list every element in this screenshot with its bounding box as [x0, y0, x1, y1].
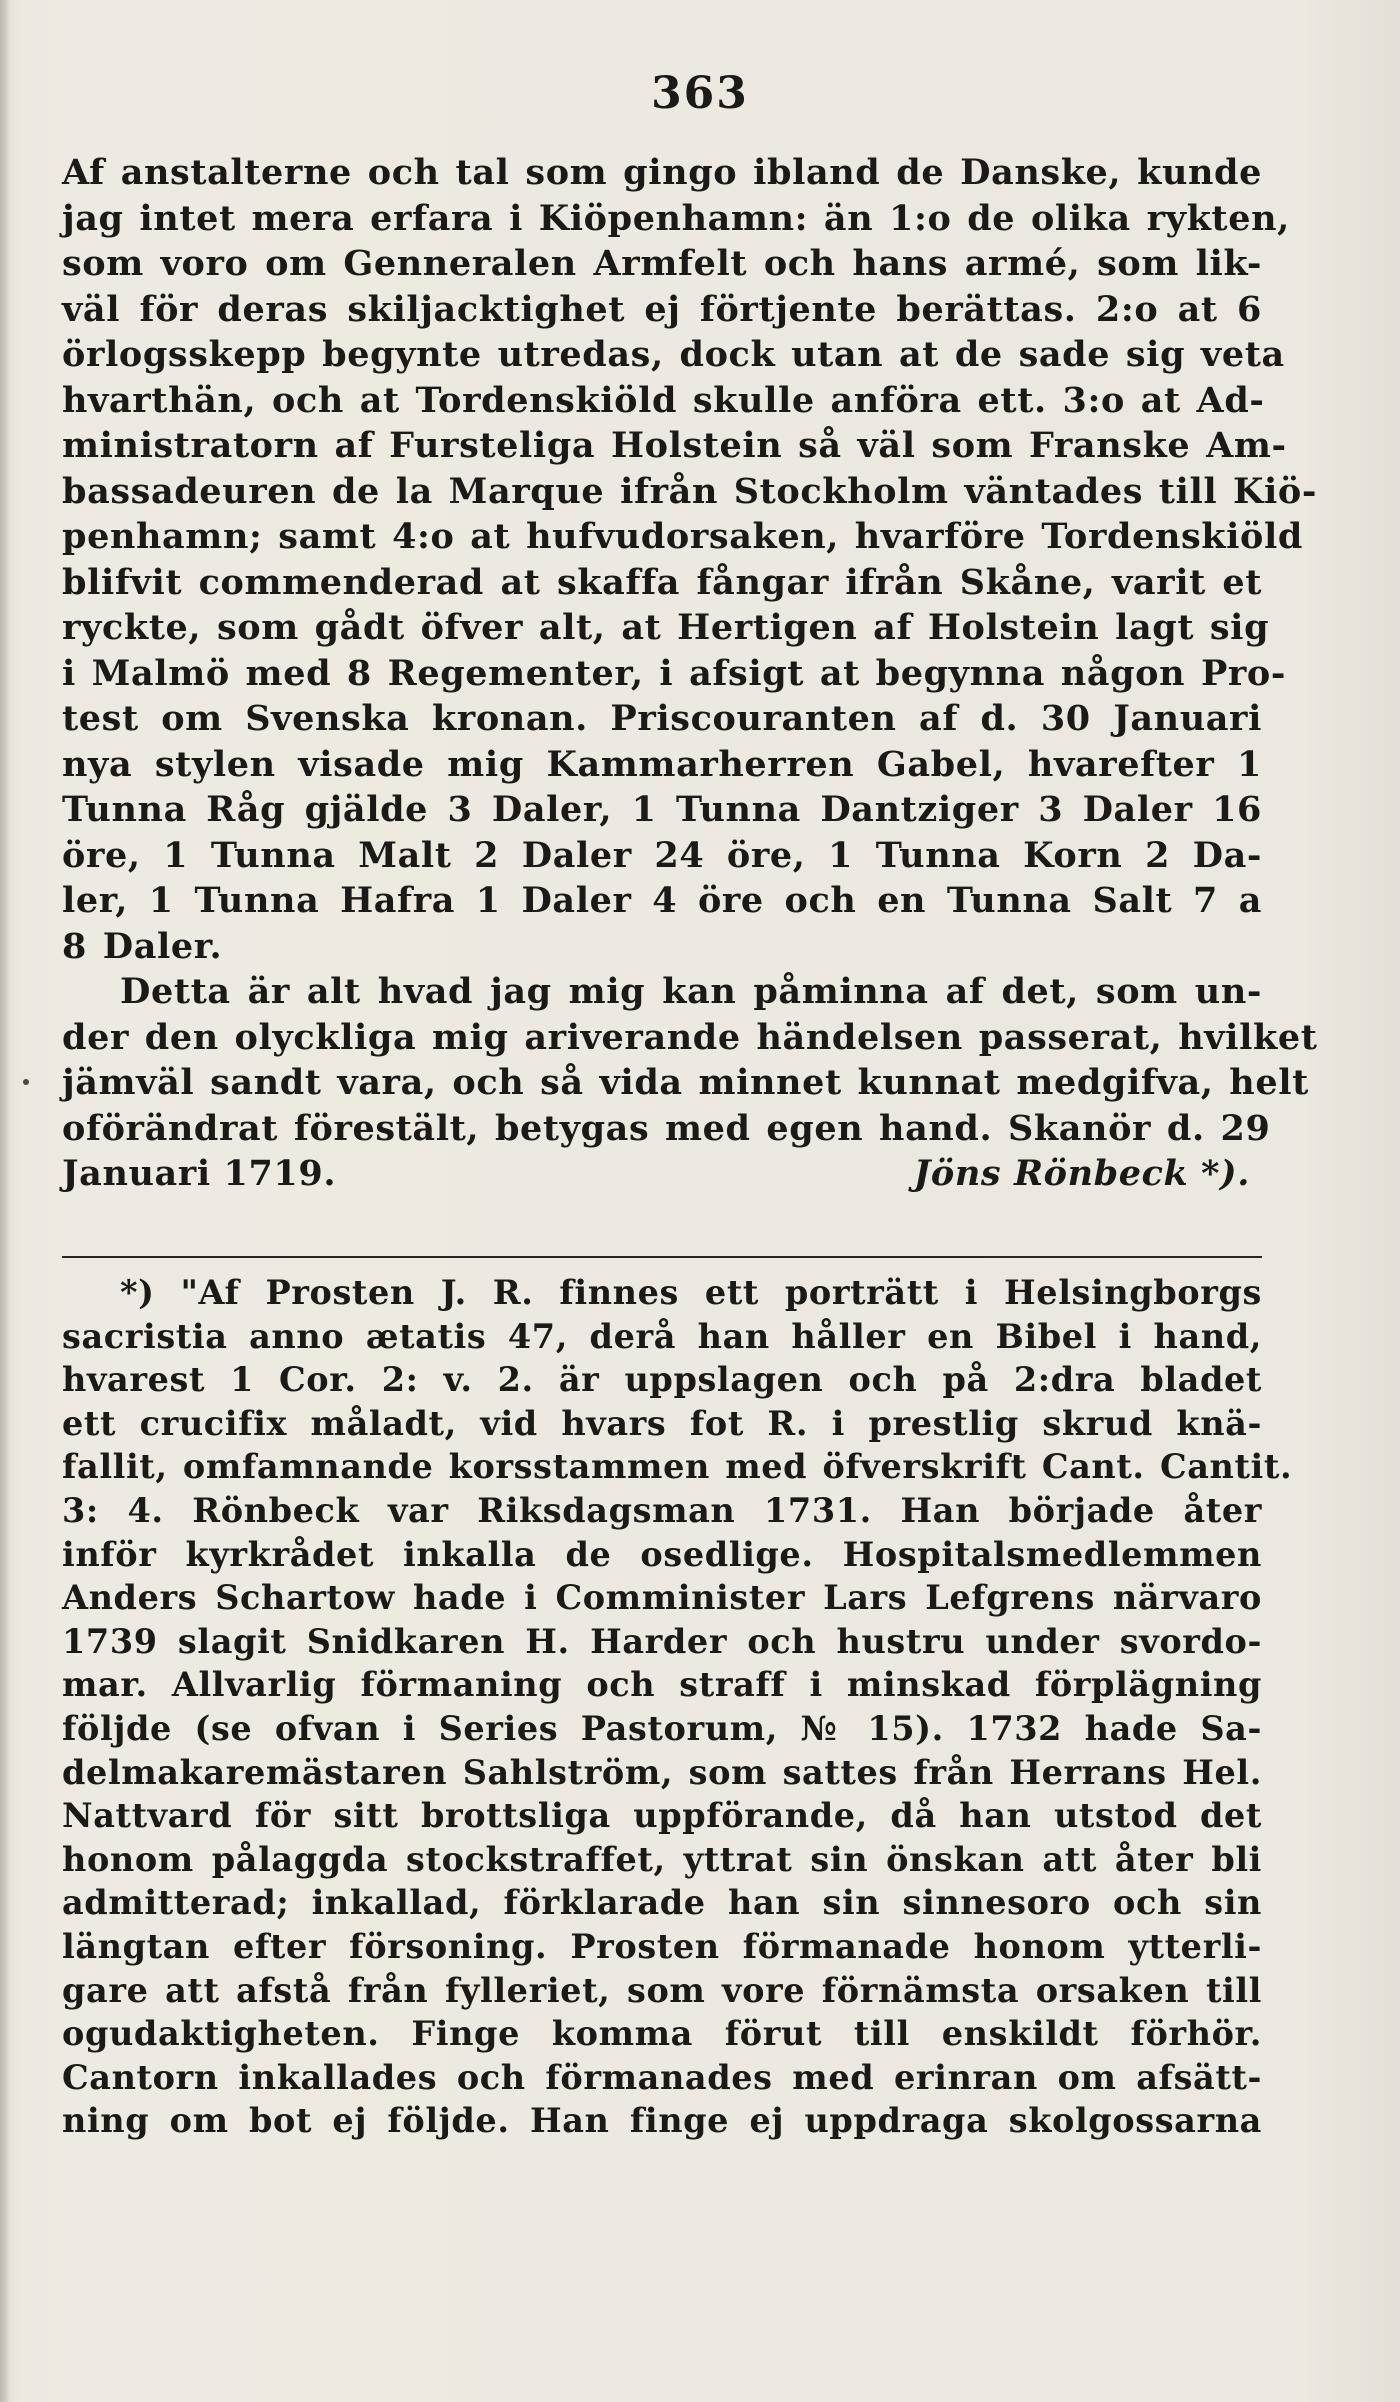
signature-line — [62, 1151, 1262, 1197]
footnote-line: inför kyrkrådet inkalla de osedlige. Hospitalsmedlemmen — [62, 1534, 1262, 1574]
footnote-line: hvarest 1 Cor. 2: v. 2. är uppslagen och på 2:dra bladet — [62, 1360, 1262, 1400]
footnote-divider — [62, 1256, 1262, 1258]
footnote-line: gare att afstå från fylleriet, som vore förnämsta orsaken till — [62, 1970, 1262, 2010]
footnote-line: ning om bot ej följde. Han finge ej uppdraga skolgossarna — [62, 2101, 1262, 2141]
page-number: 363 — [651, 68, 749, 119]
text-line: der den olyckliga mig ariverande händelsen passerat, hvilket — [62, 1016, 1318, 1058]
footnote-line: admitterad; inkallad, förklarade han sin sinnesoro och sin — [62, 1883, 1262, 1923]
text-line: Af anstalterne och tal som gingo ibland de Danske, kunde — [62, 152, 1262, 193]
footnote-line: *) "Af Prosten J. R. finnes ett porträtt i Helsingborgs — [120, 1273, 1262, 1312]
closing-date: Januari 1719. — [62, 1153, 337, 1194]
main-text — [62, 150, 1318, 1197]
footnote-line: Nattvard för sitt brottsliga uppförande, då han utstod det — [62, 1796, 1262, 1836]
footnote-line: följde (se ofvan i Series Pastorum, № 15). 1732 hade Sa- — [62, 1708, 1262, 1748]
footnote-line: 3: 4. Rönbeck var Riksdagsman 1731. Han började åter — [62, 1490, 1262, 1530]
footnote-line: Anders Schartow hade i Comminister Lars Lefgrens närvaro — [62, 1578, 1262, 1618]
footnote-line: mar. Allvarlig förmaning och straff i minskad förplägning — [62, 1665, 1262, 1705]
text-line: ler, 1 Tunna Hafra 1 Daler 4 öre och en Tunna Salt 7 a — [62, 880, 1262, 921]
text-line: penhamn; samt 4:o at hufvudorsaken, hvarföre Tordenskiöld — [62, 516, 1303, 557]
footnote-line: ogudaktigheten. Finge komma förut till enskildt förhör. — [62, 2014, 1262, 2054]
text-line: oförändrat förestält, betygas med egen hand. Skanör d. 29 — [62, 1107, 1271, 1149]
text-line: nya stylen visade mig Kammarherren Gabel, hvarefter 1 — [62, 743, 1262, 785]
text-line: örlogsskepp begynte utredas, dock utan at de sade sig veta — [62, 334, 1285, 375]
footnote-line: längtan efter försoning. Prosten förmanade honom ytterli- — [62, 1926, 1262, 1966]
footnote — [62, 1271, 1293, 2143]
footnote-line: 1739 slagit Snidkaren H. Harder och hustru under svordo- — [62, 1621, 1262, 1661]
footnote-line: delmakaremästaren Sahlström, som sattes från Herrans Hel. — [62, 1752, 1262, 1792]
footnote-line: sacristia anno ætatis 47, derå han håller en Bibel i hand, — [62, 1316, 1262, 1356]
text-line: blifvit commenderad at skaffa fångar ifrån Skåne, varit et — [62, 561, 1262, 603]
text-line: bassadeuren de la Marque ifrån Stockholm väntades till Kiö- — [62, 470, 1318, 512]
binding-shadow — [0, 0, 10, 2402]
text-line: ryckte, som gådt öfver alt, at Hertigen af Holstein lagt sig — [62, 607, 1270, 648]
text-line: öre, 1 Tunna Malt 2 Daler 24 öre, 1 Tunna Korn 2 Da- — [62, 834, 1262, 876]
signature: Jöns Rönbeck *). — [913, 1153, 1250, 1194]
footnote-line: ett crucifix måladt, vid hvars fot R. i prestlig skrud knä- — [62, 1403, 1262, 1443]
text-line: väl för deras skiljacktighet ej förtjente berättas. 2:o at 6 — [62, 288, 1262, 330]
text-line: i Malmö med 8 Regementer, i afsigt at begynna någon Pro- — [62, 652, 1286, 694]
footnote-line: Cantorn inkallades och förmanades med erinran om afsätt- — [62, 2057, 1262, 2097]
text-line: jag intet mera erfara i Kiöpenhamn: än 1:o de olika rykten, — [62, 197, 1290, 239]
text-line: 8 Daler. — [62, 925, 223, 967]
footnote-line: honom pålaggda stockstraffet, yttrat sin önskan att åter bli — [62, 1839, 1262, 1879]
text-line: som voro om Genneralen Armfelt och hans armé, som lik- — [62, 243, 1262, 284]
text-line: ministratorn af Fursteliga Holstein så väl som Franske Am- — [62, 425, 1287, 466]
text-line: jämväl sandt vara, och så vida minnet kunnat medgifva, helt — [62, 1062, 1309, 1103]
text-line: Detta är alt hvad jag mig kan påminna af det, som un- — [120, 971, 1262, 1012]
footnote-line: fallit, omfamnande korsstammen med öfverskrift Cant. Cantit. — [62, 1447, 1293, 1487]
text-line: test om Svenska kronan. Priscouranten af d. 30 Januari — [62, 698, 1262, 739]
text-line: hvarthän, och at Tordenskiöld skulle anföra ett. 3:o at Ad- — [62, 379, 1265, 421]
text-line: Tunna Råg gjälde 3 Daler, 1 Tunna Dantziger 3 Daler 16 — [62, 789, 1262, 830]
margin-speck — [23, 1079, 29, 1085]
